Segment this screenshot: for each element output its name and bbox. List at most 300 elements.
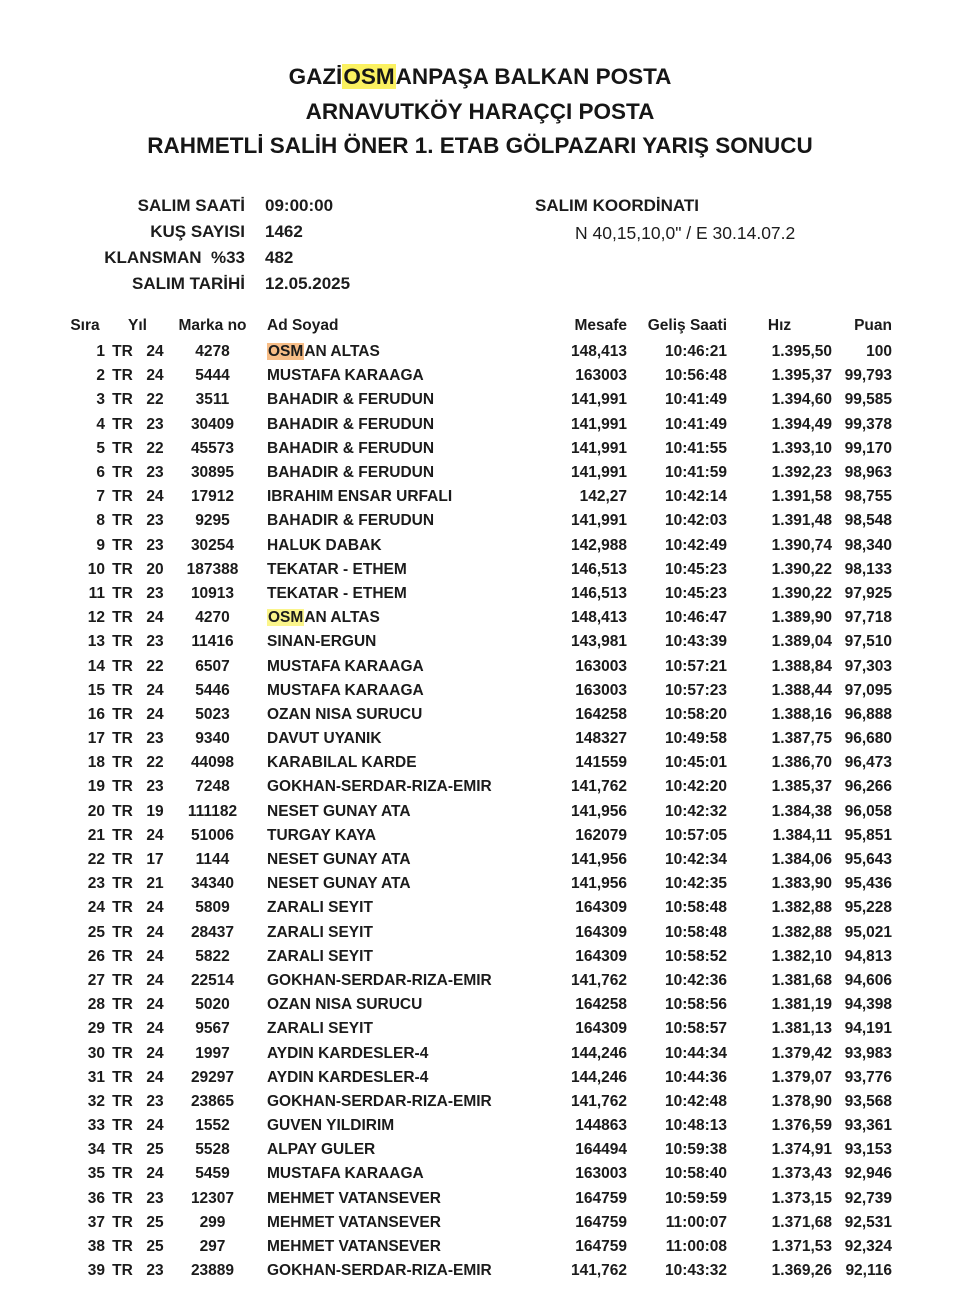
cell-marka-no: 22514 — [190, 971, 235, 989]
cell-hiz: 1.395,50 — [771, 343, 832, 361]
cell-mesafe: 143,981 — [570, 633, 627, 651]
cell-mesafe: 141,956 — [570, 875, 627, 893]
header-mesafe: Mesafe — [574, 317, 627, 334]
cell-sira: 36 — [87, 1189, 105, 1207]
title-line-3: RAHMETLİ SALİH ÖNER 1. ETAB GÖLPAZARI YARIŞ SONUCU — [147, 133, 813, 158]
cell-gelis-saati: 10:45:23 — [664, 584, 727, 602]
cell-mesafe: 142,988 — [570, 536, 627, 554]
cell-mesafe: 141,991 — [570, 512, 627, 530]
cell-hiz: 1.390,74 — [771, 536, 832, 554]
cell-sira: 1 — [96, 343, 105, 361]
cell-yil: 23 — [146, 778, 164, 796]
results-table-header — [65, 312, 892, 340]
cell-mesafe: 163003 — [575, 1165, 627, 1183]
cell-puan: 96,058 — [844, 802, 892, 820]
cell-puan: 97,510 — [844, 633, 892, 651]
cell-country: TR — [112, 681, 133, 699]
cell-gelis-saati: 10:49:58 — [664, 730, 727, 748]
cell-country: TR — [112, 657, 133, 675]
cell-ad-soyad: TEKATAR - ETHEM — [267, 560, 407, 578]
cell-hiz: 1.382,10 — [771, 947, 832, 965]
info-label: KLANSMAN %33 — [104, 248, 245, 267]
cell-puan: 95,021 — [844, 923, 892, 941]
cell-yil: 24 — [146, 947, 164, 965]
highlight-mark: OSM — [268, 343, 304, 361]
cell-hiz: 1.379,07 — [771, 1068, 832, 1086]
cell-puan: 93,153 — [844, 1141, 892, 1159]
cell-yil: 24 — [146, 996, 164, 1014]
cell-marka-no: 3511 — [195, 391, 230, 409]
cell-yil: 23 — [146, 730, 164, 748]
cell-mesafe: 148,413 — [570, 343, 627, 361]
cell-hiz: 1.386,70 — [771, 754, 832, 772]
table-row — [65, 727, 892, 751]
cell-gelis-saati: 10:44:34 — [664, 1044, 727, 1062]
cell-country: TR — [112, 415, 133, 433]
table-row — [65, 1090, 892, 1114]
cell-gelis-saati: 10:57:05 — [664, 826, 727, 844]
cell-gelis-saati: 10:41:59 — [664, 464, 727, 482]
cell-puan: 98,340 — [844, 536, 892, 554]
cell-mesafe: 146,513 — [570, 560, 627, 578]
cell-puan: 92,324 — [844, 1238, 892, 1256]
title-line-1 — [0, 60, 960, 95]
cell-hiz: 1.384,06 — [771, 851, 832, 869]
cell-gelis-saati: 10:59:59 — [664, 1189, 727, 1207]
cell-marka-no: 30895 — [190, 464, 235, 482]
cell-marka-no: 5528 — [195, 1141, 230, 1159]
table-row — [65, 800, 892, 824]
table-row — [65, 388, 892, 412]
cell-marka-no: 4278 — [195, 343, 230, 361]
cell-mesafe: 148327 — [575, 730, 627, 748]
table-row — [65, 1041, 892, 1065]
cell-gelis-saati: 10:42:32 — [664, 802, 727, 820]
table-row — [65, 437, 892, 461]
cell-yil: 24 — [146, 1117, 164, 1135]
cell-sira: 7 — [96, 488, 105, 506]
cell-country: TR — [112, 1117, 133, 1135]
cell-sira: 34 — [87, 1141, 105, 1159]
cell-mesafe: 144,246 — [570, 1044, 627, 1062]
cell-yil: 24 — [146, 899, 164, 917]
cell-sira: 11 — [88, 584, 105, 602]
cell-hiz: 1.395,37 — [771, 367, 832, 385]
cell-country: TR — [112, 512, 133, 530]
cell-sira: 20 — [87, 802, 105, 820]
cell-sira: 12 — [87, 609, 105, 627]
cell-sira: 32 — [87, 1092, 105, 1110]
cell-marka-no: 7248 — [195, 778, 230, 796]
cell-ad-soyad: BAHADIR & FERUDUN — [267, 391, 435, 409]
cell-yil: 24 — [146, 705, 164, 723]
cell-ad-soyad: BAHADIR & FERUDUN — [267, 439, 435, 457]
info-value: 12.05.2025 — [265, 274, 351, 293]
cell-ad-soyad: AYDIN KARDESLER-4 — [267, 1044, 429, 1062]
cell-hiz: 1.390,22 — [771, 560, 832, 578]
cell-country: TR — [112, 705, 133, 723]
cell-marka-no: 4270 — [195, 609, 230, 627]
cell-country: TR — [112, 1238, 133, 1256]
cell-sira: 9 — [96, 536, 105, 554]
cell-gelis-saati: 10:58:20 — [664, 705, 727, 723]
info-row — [0, 219, 350, 245]
table-row — [65, 364, 892, 388]
cell-country: TR — [112, 464, 133, 482]
cell-yil: 23 — [146, 512, 164, 530]
table-row — [65, 485, 892, 509]
table-row — [65, 1138, 892, 1162]
info-value: 1462 — [265, 222, 303, 241]
cell-ad-soyad: ZARALI SEYIT — [267, 1020, 373, 1038]
cell-marka-no: 5446 — [195, 681, 230, 699]
cell-country: TR — [112, 923, 133, 941]
cell-hiz: 1.384,11 — [772, 826, 832, 844]
table-row — [65, 896, 892, 920]
cell-puan: 94,191 — [844, 1020, 892, 1038]
cell-gelis-saati: 10:48:13 — [664, 1117, 727, 1135]
header-ad-soyad: Ad Soyad — [267, 317, 339, 334]
title-line-2: ARNAVUTKÖY HARAÇÇI POSTA — [305, 98, 655, 124]
cell-marka-no: 45573 — [190, 439, 235, 457]
cell-ad-soyad: OSMAN ALTAS — [268, 343, 380, 361]
table-row — [65, 1162, 892, 1186]
cell-gelis-saati: 10:45:23 — [664, 560, 727, 578]
cell-sira: 18 — [87, 754, 105, 772]
header-puan: Puan — [854, 317, 892, 334]
cell-sira: 38 — [87, 1238, 105, 1256]
cell-mesafe: 148,413 — [570, 609, 627, 627]
cell-sira: 14 — [87, 657, 105, 675]
cell-marka-no: 187388 — [186, 560, 239, 578]
cell-country: TR — [112, 996, 133, 1014]
table-row — [65, 340, 892, 364]
cell-sira: 27 — [87, 971, 105, 989]
cell-gelis-saati: 10:41:49 — [664, 415, 727, 433]
cell-yil: 21 — [146, 875, 164, 893]
table-row — [65, 1211, 892, 1235]
cell-puan: 97,303 — [844, 657, 892, 675]
cell-country: TR — [112, 1165, 133, 1183]
cell-marka-no: 23865 — [190, 1092, 235, 1110]
cell-sira: 23 — [87, 875, 105, 893]
cell-mesafe: 164258 — [575, 705, 627, 723]
table-row — [65, 872, 892, 896]
table-row — [65, 1017, 892, 1041]
cell-hiz: 1.369,26 — [771, 1262, 832, 1280]
cell-country: TR — [112, 1020, 133, 1038]
cell-hiz: 1.385,37 — [771, 778, 832, 796]
cell-hiz: 1.381,19 — [771, 996, 832, 1014]
highlight-mark: OSM — [343, 64, 395, 89]
cell-mesafe: 141,762 — [570, 778, 627, 796]
cell-puan: 95,228 — [844, 899, 892, 917]
table-row — [65, 824, 892, 848]
cell-marka-no: 9295 — [195, 512, 230, 530]
cell-country: TR — [112, 584, 133, 602]
cell-puan: 96,888 — [844, 705, 892, 723]
cell-marka-no: 9340 — [195, 730, 230, 748]
cell-sira: 2 — [96, 367, 105, 385]
cell-yil: 24 — [146, 923, 164, 941]
cell-puan: 94,398 — [844, 996, 892, 1014]
cell-hiz: 1.376,59 — [771, 1117, 832, 1135]
cell-sira: 28 — [87, 996, 105, 1014]
cell-marka-no: 5020 — [195, 996, 230, 1014]
cell-ad-soyad: MEHMET VATANSEVER — [267, 1238, 441, 1256]
cell-marka-no: 30409 — [190, 415, 235, 433]
cell-ad-soyad: TURGAY KAYA — [267, 826, 377, 844]
cell-puan: 93,983 — [844, 1044, 892, 1062]
table-row — [65, 1259, 892, 1283]
cell-yil: 25 — [146, 1213, 164, 1231]
cell-sira: 19 — [87, 778, 105, 796]
cell-mesafe: 164309 — [575, 923, 627, 941]
header-sira: Sıra — [70, 317, 100, 334]
cell-puan: 97,925 — [844, 584, 892, 602]
cell-hiz: 1.394,49 — [771, 415, 832, 433]
title-line-1-pre: GAZİ — [288, 64, 343, 89]
cell-puan: 92,946 — [844, 1165, 892, 1183]
cell-ad-soyad: BAHADIR & FERUDUN — [267, 415, 435, 433]
cell-marka-no: 17912 — [190, 488, 235, 506]
cell-gelis-saati: 10:42:35 — [664, 875, 727, 893]
cell-country: TR — [112, 1262, 133, 1280]
table-row — [65, 703, 892, 727]
cell-country: TR — [112, 1141, 133, 1159]
header-marka-no: Marka no — [178, 317, 247, 334]
highlight-mark: OSM — [268, 609, 304, 627]
table-row — [65, 413, 892, 437]
cell-yil: 24 — [146, 367, 164, 385]
cell-marka-no: 5023 — [195, 705, 230, 723]
cell-country: TR — [112, 899, 133, 917]
cell-yil: 24 — [146, 971, 164, 989]
cell-hiz: 1.378,90 — [771, 1092, 832, 1110]
cell-gelis-saati: 10:43:32 — [664, 1262, 727, 1280]
cell-marka-no: 5459 — [195, 1165, 230, 1183]
cell-yil: 24 — [146, 343, 164, 361]
cell-hiz: 1.382,88 — [771, 899, 832, 917]
cell-ad-soyad: NESET GUNAY ATA — [267, 875, 411, 893]
cell-puan: 99,793 — [844, 367, 892, 385]
cell-puan: 94,813 — [844, 947, 892, 965]
cell-mesafe: 141,956 — [570, 802, 627, 820]
cell-country: TR — [112, 609, 133, 627]
table-row — [65, 969, 892, 993]
cell-mesafe: 141,956 — [570, 851, 627, 869]
info-row — [0, 271, 350, 297]
cell-gelis-saati: 10:41:55 — [664, 439, 727, 457]
cell-mesafe: 146,513 — [570, 584, 627, 602]
info-label: KUŞ SAYISI — [150, 222, 245, 241]
cell-marka-no: 51006 — [190, 826, 235, 844]
cell-hiz: 1.393,10 — [771, 439, 832, 457]
cell-mesafe: 164759 — [575, 1213, 627, 1231]
cell-hiz: 1.384,38 — [771, 802, 832, 820]
cell-ad-soyad: OSMAN ALTAS — [268, 609, 380, 627]
cell-marka-no: 10913 — [190, 584, 235, 602]
cell-puan: 95,436 — [844, 875, 892, 893]
cell-puan: 99,585 — [844, 391, 892, 409]
cell-gelis-saati: 10:42:36 — [664, 971, 727, 989]
cell-puan: 99,170 — [844, 439, 892, 457]
cell-sira: 33 — [87, 1117, 105, 1135]
cell-ad-soyad: OZAN NISA SURUCU — [267, 996, 423, 1014]
cell-country: TR — [112, 367, 133, 385]
header-yil: Yıl — [128, 317, 147, 334]
cell-mesafe: 141,991 — [570, 464, 627, 482]
cell-hiz: 1.381,13 — [771, 1020, 832, 1038]
cell-yil: 23 — [146, 1189, 164, 1207]
cell-hiz: 1.390,22 — [771, 584, 832, 602]
cell-gelis-saati: 10:56:48 — [664, 367, 727, 385]
header-gelis-saati: Geliş Saati — [647, 317, 727, 334]
cell-gelis-saati: 11:00:08 — [665, 1238, 727, 1256]
cell-sira: 15 — [87, 681, 105, 699]
cell-sira: 21 — [87, 826, 105, 844]
cell-country: TR — [112, 488, 133, 506]
cell-marka-no: 297 — [199, 1238, 226, 1256]
cell-mesafe: 141,991 — [570, 391, 627, 409]
cell-puan: 96,473 — [844, 754, 892, 772]
info-label: SALIM SAATİ — [137, 196, 245, 215]
cell-gelis-saati: 10:58:52 — [664, 947, 727, 965]
cell-ad-soyad: DAVUT UYANIK — [267, 730, 382, 748]
cell-yil: 25 — [146, 1238, 164, 1256]
cell-marka-no: 5809 — [195, 899, 230, 917]
cell-gelis-saati: 10:58:48 — [664, 923, 727, 941]
cell-puan: 98,548 — [844, 512, 892, 530]
cell-marka-no: 9567 — [195, 1020, 230, 1038]
cell-gelis-saati: 10:44:36 — [664, 1068, 727, 1086]
cell-mesafe: 164759 — [575, 1189, 627, 1207]
cell-gelis-saati: 10:57:23 — [664, 681, 727, 699]
cell-sira: 24 — [87, 899, 105, 917]
cell-country: TR — [112, 536, 133, 554]
cell-sira: 3 — [96, 391, 105, 409]
cell-yil: 17 — [146, 851, 164, 869]
cell-puan: 99,378 — [844, 415, 892, 433]
cell-gelis-saati: 10:43:39 — [664, 633, 727, 651]
cell-marka-no: 5444 — [195, 367, 230, 385]
cell-gelis-saati: 10:58:48 — [664, 899, 727, 917]
cell-sira: 35 — [87, 1165, 105, 1183]
cell-mesafe: 144863 — [575, 1117, 627, 1135]
cell-yil: 22 — [146, 391, 164, 409]
cell-hiz: 1.371,68 — [771, 1213, 832, 1231]
table-row — [65, 582, 892, 606]
cell-marka-no: 1144 — [195, 851, 230, 869]
cell-marka-no: 299 — [199, 1213, 226, 1231]
cell-hiz: 1.379,42 — [771, 1044, 832, 1062]
cell-sira: 8 — [96, 512, 105, 530]
cell-marka-no: 23889 — [190, 1262, 235, 1280]
cell-ad-soyad: KARABILAL KARDE — [267, 754, 417, 772]
cell-puan: 98,133 — [844, 560, 892, 578]
cell-ad-soyad: GUVEN YILDIRIM — [267, 1117, 395, 1135]
cell-puan: 93,776 — [844, 1068, 892, 1086]
cell-sira: 26 — [87, 947, 105, 965]
cell-yil: 23 — [146, 464, 164, 482]
cell-puan: 97,095 — [844, 681, 892, 699]
cell-puan: 98,963 — [844, 464, 892, 482]
cell-ad-soyad: AYDIN KARDESLER-4 — [267, 1068, 429, 1086]
cell-marka-no: 11416 — [191, 633, 234, 651]
cell-ad-soyad: ZARALI SEYIT — [267, 947, 373, 965]
table-row — [65, 630, 892, 654]
cell-yil: 24 — [146, 1068, 164, 1086]
cell-sira: 31 — [87, 1068, 105, 1086]
cell-gelis-saati: 10:57:21 — [664, 657, 727, 675]
cell-ad-soyad: GOKHAN-SERDAR-RIZA-EMIR — [267, 971, 492, 989]
cell-country: TR — [112, 1092, 133, 1110]
cell-puan: 93,361 — [844, 1117, 892, 1135]
cell-marka-no: 5822 — [195, 947, 230, 965]
cell-mesafe: 141,991 — [570, 415, 627, 433]
cell-country: TR — [112, 802, 133, 820]
cell-ad-soyad: MUSTAFA KARAAGA — [267, 367, 424, 385]
info-value: 482 — [265, 248, 294, 267]
cell-ad-soyad: MEHMET VATANSEVER — [267, 1213, 441, 1231]
cell-marka-no: 34340 — [190, 875, 235, 893]
cell-yil: 24 — [146, 609, 164, 627]
cell-gelis-saati: 11:00:07 — [665, 1213, 727, 1231]
cell-country: TR — [112, 560, 133, 578]
cell-sira: 25 — [87, 923, 105, 941]
title-line-1-post: ANPAŞA BALKAN POSTA — [395, 64, 672, 89]
cell-country: TR — [112, 851, 133, 869]
cell-marka-no: 44098 — [190, 754, 235, 772]
cell-ad-soyad: BAHADIR & FERUDUN — [267, 512, 435, 530]
cell-ad-soyad: GOKHAN-SERDAR-RIZA-EMIR — [267, 1262, 492, 1280]
cell-hiz: 1.388,44 — [771, 681, 832, 699]
cell-sira: 30 — [87, 1044, 105, 1062]
table-row — [65, 679, 892, 703]
cell-ad-soyad: BAHADIR & FERUDUN — [267, 464, 435, 482]
header-hiz: Hız — [767, 317, 792, 334]
table-row — [65, 534, 892, 558]
coordinates-info — [535, 193, 795, 247]
cell-sira: 39 — [87, 1262, 105, 1280]
cell-hiz: 1.391,58 — [771, 488, 832, 506]
cell-puan: 94,606 — [844, 971, 892, 989]
cell-gelis-saati: 10:59:38 — [664, 1141, 727, 1159]
table-row — [65, 1235, 892, 1259]
cell-country: TR — [112, 439, 133, 457]
cell-hiz: 1.387,75 — [771, 730, 832, 748]
cell-ad-soyad: TEKATAR - ETHEM — [267, 584, 407, 602]
cell-hiz: 1.373,15 — [771, 1189, 832, 1207]
cell-ad-soyad: MUSTAFA KARAAGA — [267, 657, 424, 675]
cell-yil: 24 — [146, 488, 164, 506]
table-row — [65, 1187, 892, 1211]
cell-hiz: 1.391,48 — [771, 512, 832, 530]
cell-yil: 23 — [146, 1262, 164, 1280]
cell-yil: 24 — [146, 1165, 164, 1183]
cell-hiz: 1.394,60 — [771, 391, 832, 409]
cell-mesafe: 141,991 — [570, 439, 627, 457]
cell-mesafe: 164258 — [575, 996, 627, 1014]
cell-mesafe: 164309 — [575, 947, 627, 965]
cell-sira: 5 — [96, 439, 105, 457]
cell-country: TR — [112, 754, 133, 772]
cell-sira: 6 — [96, 464, 105, 482]
cell-yil: 24 — [146, 1020, 164, 1038]
table-row — [65, 945, 892, 969]
table-row — [65, 461, 892, 485]
table-row — [65, 1114, 892, 1138]
